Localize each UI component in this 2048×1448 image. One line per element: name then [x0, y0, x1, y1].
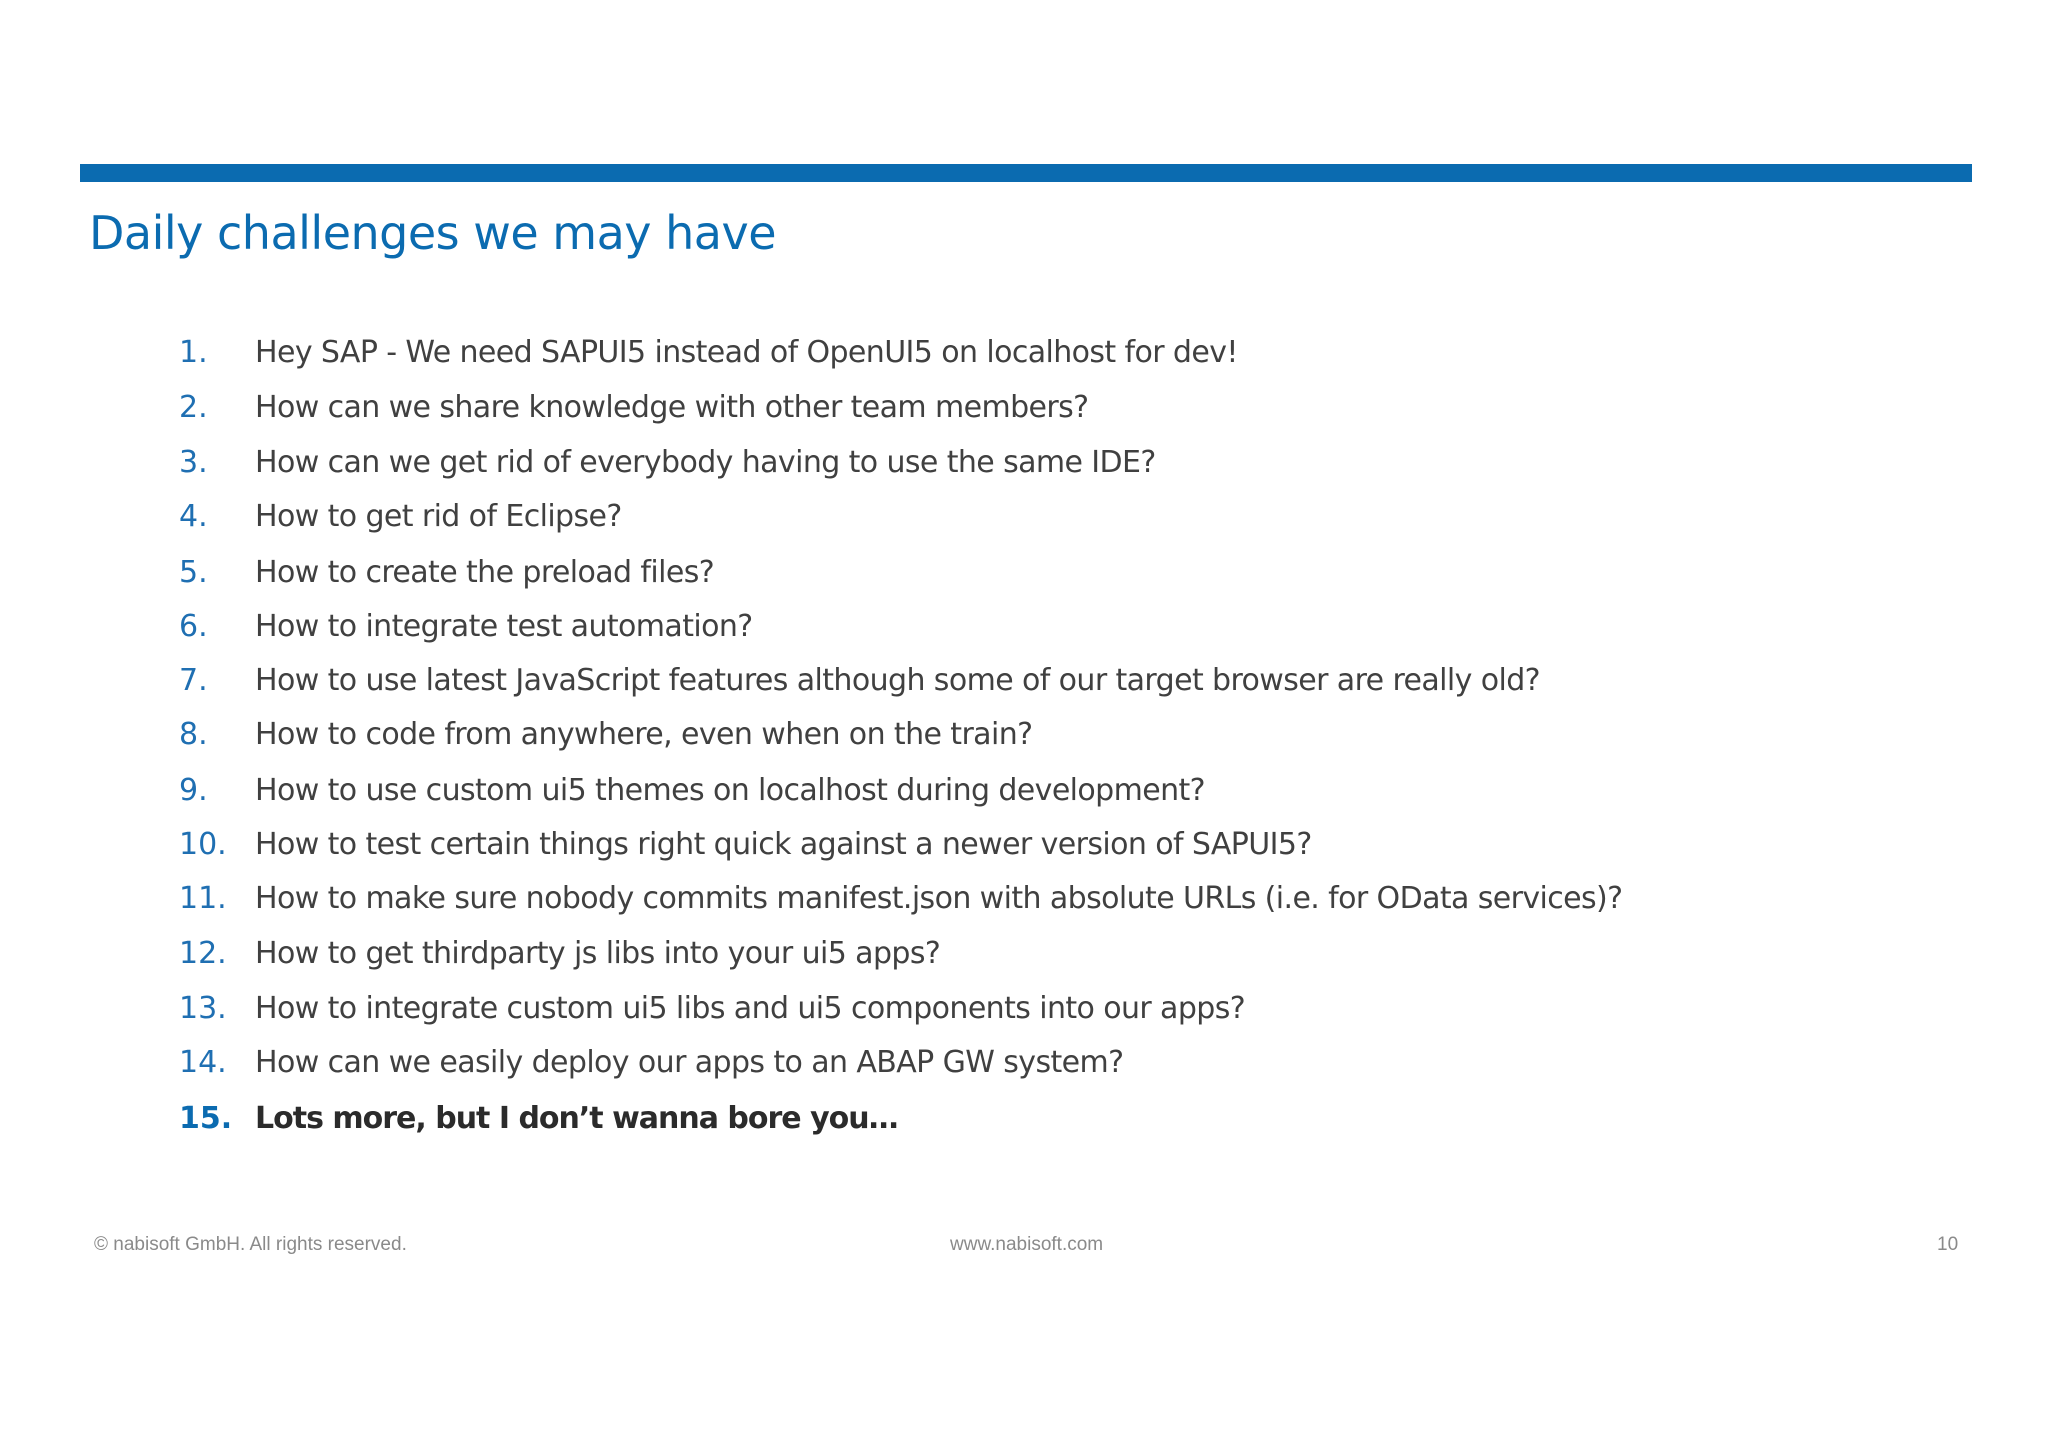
list-item	[179, 330, 1238, 374]
slide-title: Daily challenges we may have	[89, 206, 777, 260]
item-number: 4.	[179, 498, 208, 534]
list-item	[179, 604, 753, 648]
item-text: How to make sure nobody commits manifest.json with absolute URLs (i.e. for OData services)?	[255, 880, 1623, 916]
item-text: How to use custom ui5 themes on localhost during development?	[255, 772, 1205, 808]
item-number: 6.	[179, 608, 208, 644]
list-item	[179, 494, 622, 538]
item-number: 11.	[179, 880, 227, 916]
item-number: 9.	[179, 772, 208, 808]
item-number: 10.	[179, 826, 227, 862]
list-item	[179, 931, 940, 975]
item-text: How to test certain things right quick against a newer version of SAPUI5?	[255, 826, 1312, 862]
item-text: How to get thirdparty js libs into your ui5 apps?	[255, 935, 941, 971]
item-text: How to integrate test automation?	[255, 608, 753, 644]
item-text: Hey SAP - We need SAPUI5 instead of OpenUI5 on localhost for dev!	[255, 334, 1238, 370]
item-number: 12.	[179, 935, 227, 971]
list-item	[179, 876, 1622, 920]
page-number: 10	[1937, 1234, 1959, 1255]
list-item	[179, 550, 714, 594]
item-number: 8.	[179, 716, 208, 752]
item-text: Lots more, but I don’t wanna bore you…	[255, 1100, 898, 1136]
footer-copyright: © nabisoft GmbH. All rights reserved.	[94, 1234, 407, 1255]
item-text: How to create the preload files?	[255, 554, 715, 590]
item-text: How can we get rid of everybody having to use the same IDE?	[255, 444, 1156, 480]
item-number: 14.	[179, 1044, 227, 1080]
item-number: 2.	[179, 389, 208, 425]
item-text: How can we share knowledge with other team members?	[255, 389, 1089, 425]
item-number: 15.	[179, 1100, 233, 1136]
list-item	[179, 986, 1245, 1030]
item-number: 7.	[179, 662, 208, 698]
item-number: 3.	[179, 444, 208, 480]
item-text: How to use latest JavaScript features although some of our target browser are really old?	[255, 662, 1540, 698]
list-item	[179, 822, 1312, 866]
item-number: 13.	[179, 990, 227, 1026]
item-number: 1.	[179, 334, 208, 370]
list-item	[179, 768, 1205, 812]
list-item	[179, 1040, 1123, 1084]
title-accent-bar	[80, 164, 1972, 182]
footer-website: www.nabisoft.com	[950, 1234, 1104, 1255]
list-item	[179, 712, 1032, 756]
list-item	[179, 385, 1088, 429]
item-text: How to integrate custom ui5 libs and ui5 components into our apps?	[255, 990, 1246, 1026]
list-item	[179, 1096, 898, 1140]
item-text: How to code from anywhere, even when on the train?	[255, 716, 1033, 752]
item-text: How to get rid of Eclipse?	[255, 498, 622, 534]
item-text: How can we easily deploy our apps to an ABAP GW system?	[255, 1044, 1124, 1080]
item-number: 5.	[179, 554, 208, 590]
list-item	[179, 440, 1156, 484]
list-item	[179, 658, 1540, 702]
